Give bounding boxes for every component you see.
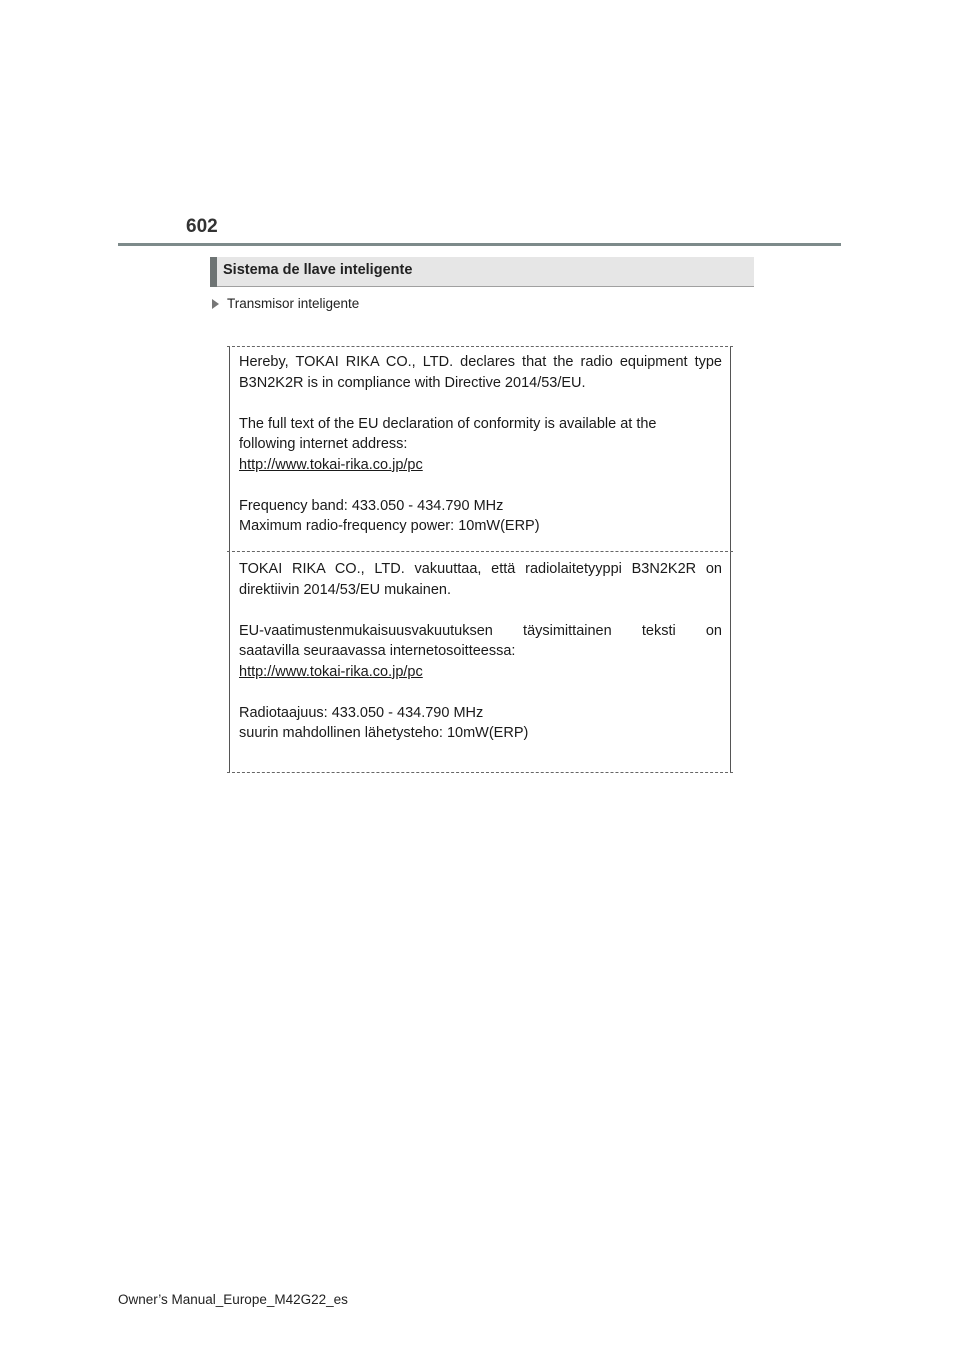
section-accent (210, 257, 217, 287)
fi-line-1: TOKAI RIKA CO., LTD. vakuuttaa, että radiolaitetyyppi B3N2K2R on (239, 561, 722, 577)
header-rule (118, 243, 841, 246)
fi-line-2: direktiivin 2014/53/EU mukainen. (239, 581, 451, 598)
en-line-4: following internet address: (239, 436, 408, 452)
section-header (210, 257, 754, 287)
en-declaration-link[interactable]: http://www.tokai-rika.co.jp/pc (239, 456, 423, 473)
en-line-1: Hereby, TOKAI RIKA CO., LTD. declares that the radio equipment type (239, 354, 722, 370)
en-max-power: Maximum radio-frequency power: 10mW(ERP) (239, 518, 540, 534)
box-bottom-border (227, 772, 733, 773)
fi-max-power: suurin mahdollinen lähetysteho: 10mW(ERP) (239, 725, 529, 741)
page-footer: Owner’s Manual_Europe_M42G22_es (118, 1292, 348, 1307)
fi-declaration-link[interactable]: http://www.tokai-rika.co.jp/pc (239, 663, 423, 680)
fi-line-4: saatavilla seuraavassa internetosoitteessa: (239, 643, 516, 659)
fi-frequency: Radiotaajuus: 433.050 - 434.790 MHz (239, 704, 484, 721)
fi-line-3: EU-vaatimustenmukaisuusvakuutuksen täysimittainen teksti on (239, 622, 722, 639)
en-line-3: The full text of the EU declaration of conformity is available at the (239, 415, 657, 432)
page-number: 602 (186, 216, 218, 237)
subsection-heading (212, 296, 359, 311)
declaration-of-conformity-box (229, 346, 731, 773)
en-line-2: B3N2K2R is in compliance with Directive 2014/53/EU. (239, 374, 586, 391)
subsection-label: Transmisor inteligente (227, 296, 360, 311)
box-top-border (227, 346, 733, 347)
declaration-finnish (239, 559, 722, 744)
en-frequency-band: Frequency band: 433.050 - 434.790 MHz (239, 497, 504, 514)
declaration-english (239, 352, 722, 537)
box-divider (227, 551, 733, 552)
triangle-bullet-icon (212, 299, 219, 309)
section-title: Sistema de llave inteligente (223, 262, 413, 278)
